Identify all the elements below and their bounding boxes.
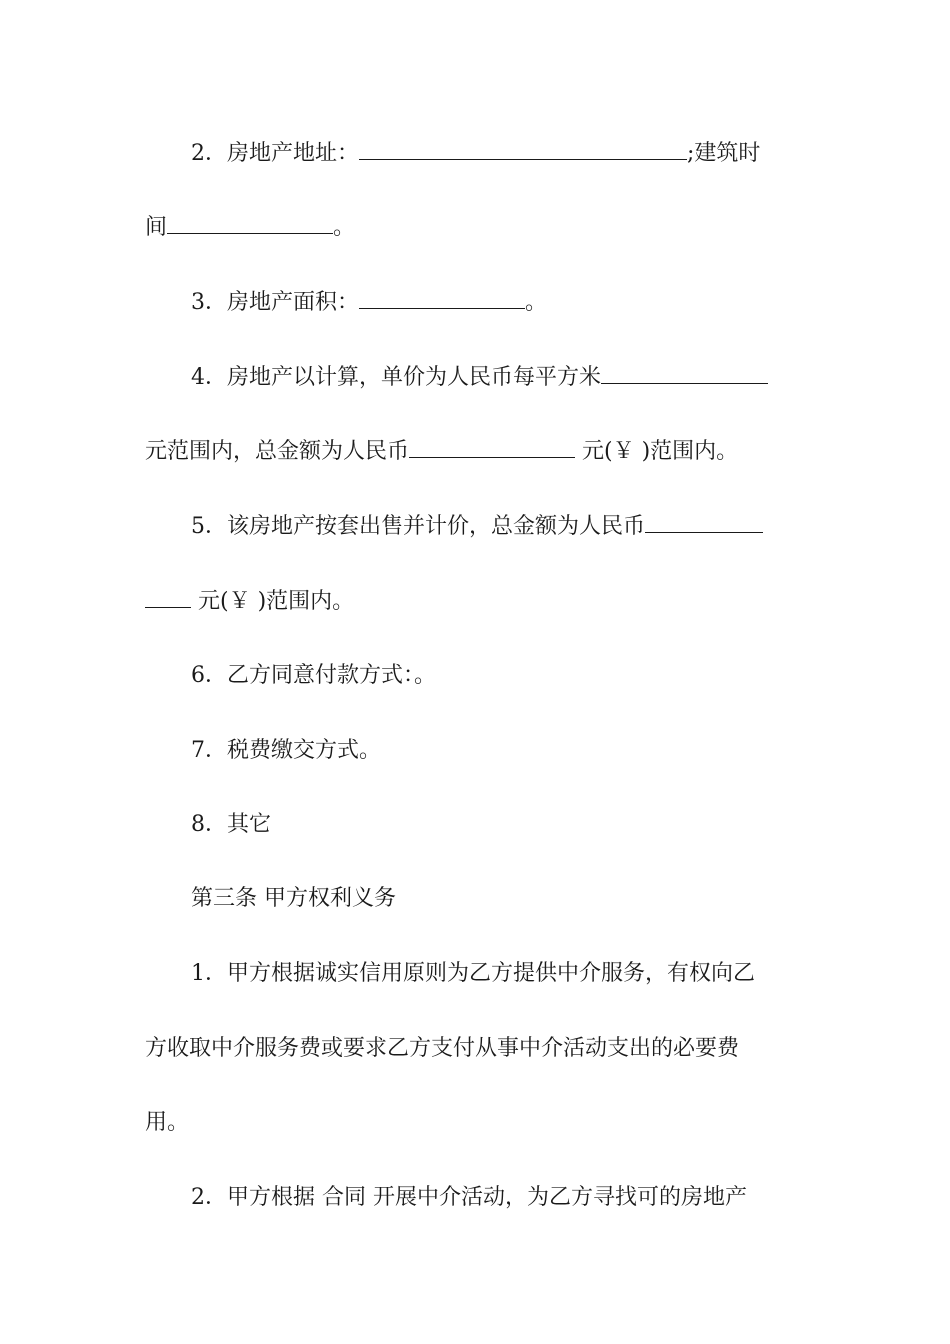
- package-amount-blank: [645, 514, 763, 533]
- build-time-blank: [167, 215, 333, 234]
- package-sale-label: 5．该房地产按套出售并计价，总金额为人民币: [191, 514, 645, 539]
- package-amount-blank-cont: [145, 589, 191, 608]
- build-time-label: ;建筑时: [687, 141, 761, 166]
- article-3-item-1-line-1: 1．甲方根据诚实信用原则为乙方提供中介服务，有权向乙: [191, 961, 755, 986]
- time-label: 间: [145, 215, 168, 240]
- unit-price-blank: [601, 365, 768, 384]
- clause-3-area-line: [145, 288, 810, 318]
- area-blank: [359, 290, 525, 309]
- package-currency: 元(￥ )范围内。: [191, 589, 355, 614]
- article-3-item-1-line-3: 用。: [145, 1110, 190, 1135]
- article-3-heading: 第三条 甲方权利义务: [191, 886, 396, 911]
- total-currency: 元(￥ )范围内。: [575, 439, 739, 464]
- clause-4-price-line: [145, 363, 810, 393]
- total-label: 元范围内，总金额为人民币: [145, 439, 410, 464]
- address-blank: [359, 141, 687, 160]
- clause-2-time-line: [145, 213, 810, 243]
- clause-5-line: [145, 512, 810, 542]
- clause-8-line: 8．其它: [191, 812, 271, 837]
- clause-5-cont-line: [145, 587, 810, 617]
- address-label: 2．房地产地址：: [191, 141, 359, 166]
- clause-4-total-line: [145, 437, 810, 467]
- article-3-item-1-line-2: 方收取中介服务费或要求乙方支付从事中介活动支出的必要费: [145, 1036, 740, 1061]
- article-3-item-2-line-1: 2．甲方根据 合同 开展中介活动，为乙方寻找可的房地产: [191, 1185, 747, 1210]
- area-label: 3．房地产面积：: [191, 290, 359, 315]
- total-amount-blank: [409, 439, 575, 458]
- clause-2-address-line: [145, 139, 810, 169]
- area-period: 。: [525, 290, 548, 315]
- clause-6-line: 6．乙方同意付款方式：。: [191, 663, 436, 688]
- clause-7-line: 7．税费缴交方式。: [191, 738, 381, 763]
- time-period: 。: [333, 215, 356, 240]
- unit-price-label: 4．房地产以计算，单价为人民币每平方米: [191, 365, 601, 390]
